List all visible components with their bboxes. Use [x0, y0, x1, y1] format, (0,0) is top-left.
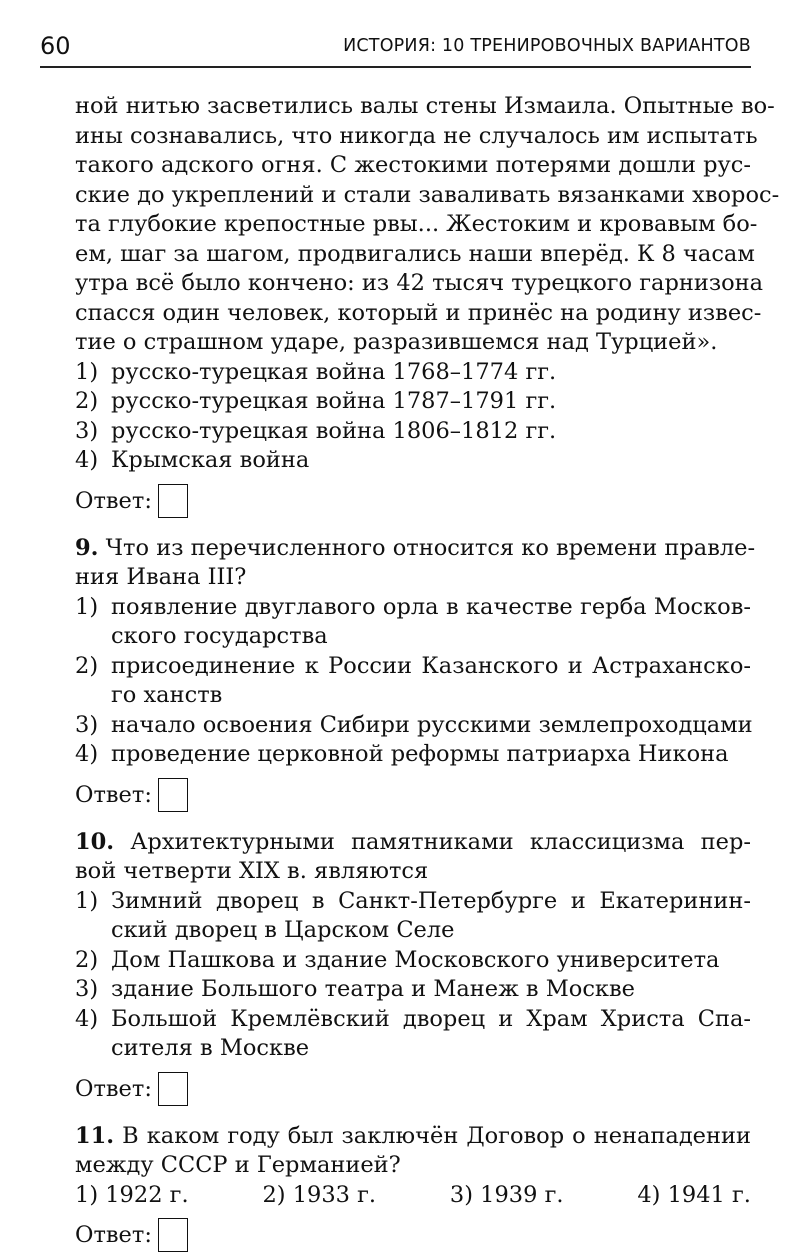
passage-line: ной нитью засветились валы стены Измаила. Опытные во-: [75, 93, 775, 119]
option-1: 1) 1922 г.: [75, 1181, 189, 1208]
option-3: 3) здание Большого театра и Манеж в Москве: [75, 976, 635, 1002]
option-1-cont: ского государства: [111, 623, 328, 649]
option-1-cont: ский дворец в Царском Селе: [111, 917, 455, 943]
question-text: ния Ивана III?: [75, 564, 247, 590]
page-number: 60: [40, 32, 71, 60]
passage-line: спасся один человек, который и принёс на родину извес-: [75, 299, 762, 326]
option-1: 1) появление двуглавого орла в качестве герба Москов-: [75, 593, 751, 620]
option-4: 4) 1941 г.: [637, 1181, 751, 1208]
inline-options: [75, 1181, 751, 1211]
option-2-cont: го ханств: [111, 682, 223, 708]
passage: [75, 92, 780, 358]
question-text: между СССР и Германией?: [75, 1152, 401, 1178]
option-2: 2) русско-турецкая война 1787–1791 гг.: [75, 388, 557, 414]
option-3: 3) начало освоения Сибири русскими землепроходцами: [75, 711, 753, 738]
question-8: [75, 92, 780, 522]
answer-row: [75, 1214, 751, 1256]
answer-box[interactable]: [158, 1072, 188, 1106]
question-text: 10. Архитектурными памятниками классицизма пер-: [75, 828, 751, 855]
option-4: 4) Крымская война: [75, 447, 310, 473]
passage-line: ские до укреплений и стали заваливать вязанками хворос-: [75, 181, 780, 208]
answer-label: Ответ:: [75, 781, 152, 808]
question-11: [75, 1122, 751, 1257]
question-10: [75, 828, 751, 1110]
question-text: 9. Что из перечисленного относится ко времени правле-: [75, 534, 756, 561]
passage-line: такого адского огня. С жестокими потерями дошли рус-: [75, 152, 751, 178]
answer-label: Ответ:: [75, 1075, 152, 1102]
option-2: 2) присоединение к России Казанского и Астраханско-: [75, 652, 751, 679]
answer-row: [75, 774, 751, 816]
question-9: [75, 534, 756, 816]
page-content: [75, 92, 780, 1256]
option-3: 3) 1939 г.: [449, 1181, 564, 1208]
passage-line: ем, шаг за шагом, продвигались наши вперёд. К 8 часам: [75, 240, 755, 267]
running-title: ИСТОРИЯ: 10 ТРЕНИРОВОЧНЫХ ВАРИАНТОВ: [343, 36, 751, 56]
option-1: 1) русско-турецкая война 1768–1774 гг.: [75, 358, 557, 385]
question-text: вой четверти XIX в. являются: [75, 858, 429, 884]
option-4: 4) Большой Кремлёвский дворец и Храм Христа Спа-: [75, 1005, 751, 1032]
answer-row: [75, 1068, 751, 1110]
passage-line: та глубокие крепостные рвы... Жестоким и кровавым бо-: [75, 211, 758, 237]
passage-line: утра всё было кончено: из 42 тысяч турецкого гарнизона: [75, 270, 764, 296]
answer-label: Ответ:: [75, 1222, 152, 1248]
option-2: 2) 1933 г.: [262, 1181, 377, 1208]
option-4: 4) проведение церковной реформы патриарха Никона: [75, 741, 729, 767]
answer-label: Ответ:: [75, 487, 152, 514]
passage-line: тие о страшном ударе, разразившемся над Турцией».: [75, 329, 718, 355]
option-4-cont: сителя в Москве: [111, 1035, 310, 1061]
answer-box[interactable]: [158, 484, 188, 518]
page-header: [40, 28, 751, 68]
option-3: 3) русско-турецкая война 1806–1812 гг.: [75, 417, 557, 444]
passage-line: ины сознавались, что никогда не случалось им испытать: [75, 122, 758, 149]
answer-box[interactable]: [158, 1218, 188, 1252]
question-text: 11. В каком году был заключён Договор о ненападении: [75, 1122, 751, 1149]
answer-box[interactable]: [158, 778, 188, 812]
option-2: 2) Дом Пашкова и здание Московского университета: [75, 946, 720, 973]
answer-row: [75, 480, 751, 522]
option-1: 1) Зимний дворец в Санкт-Петербурге и Екатеринин-: [75, 887, 751, 914]
